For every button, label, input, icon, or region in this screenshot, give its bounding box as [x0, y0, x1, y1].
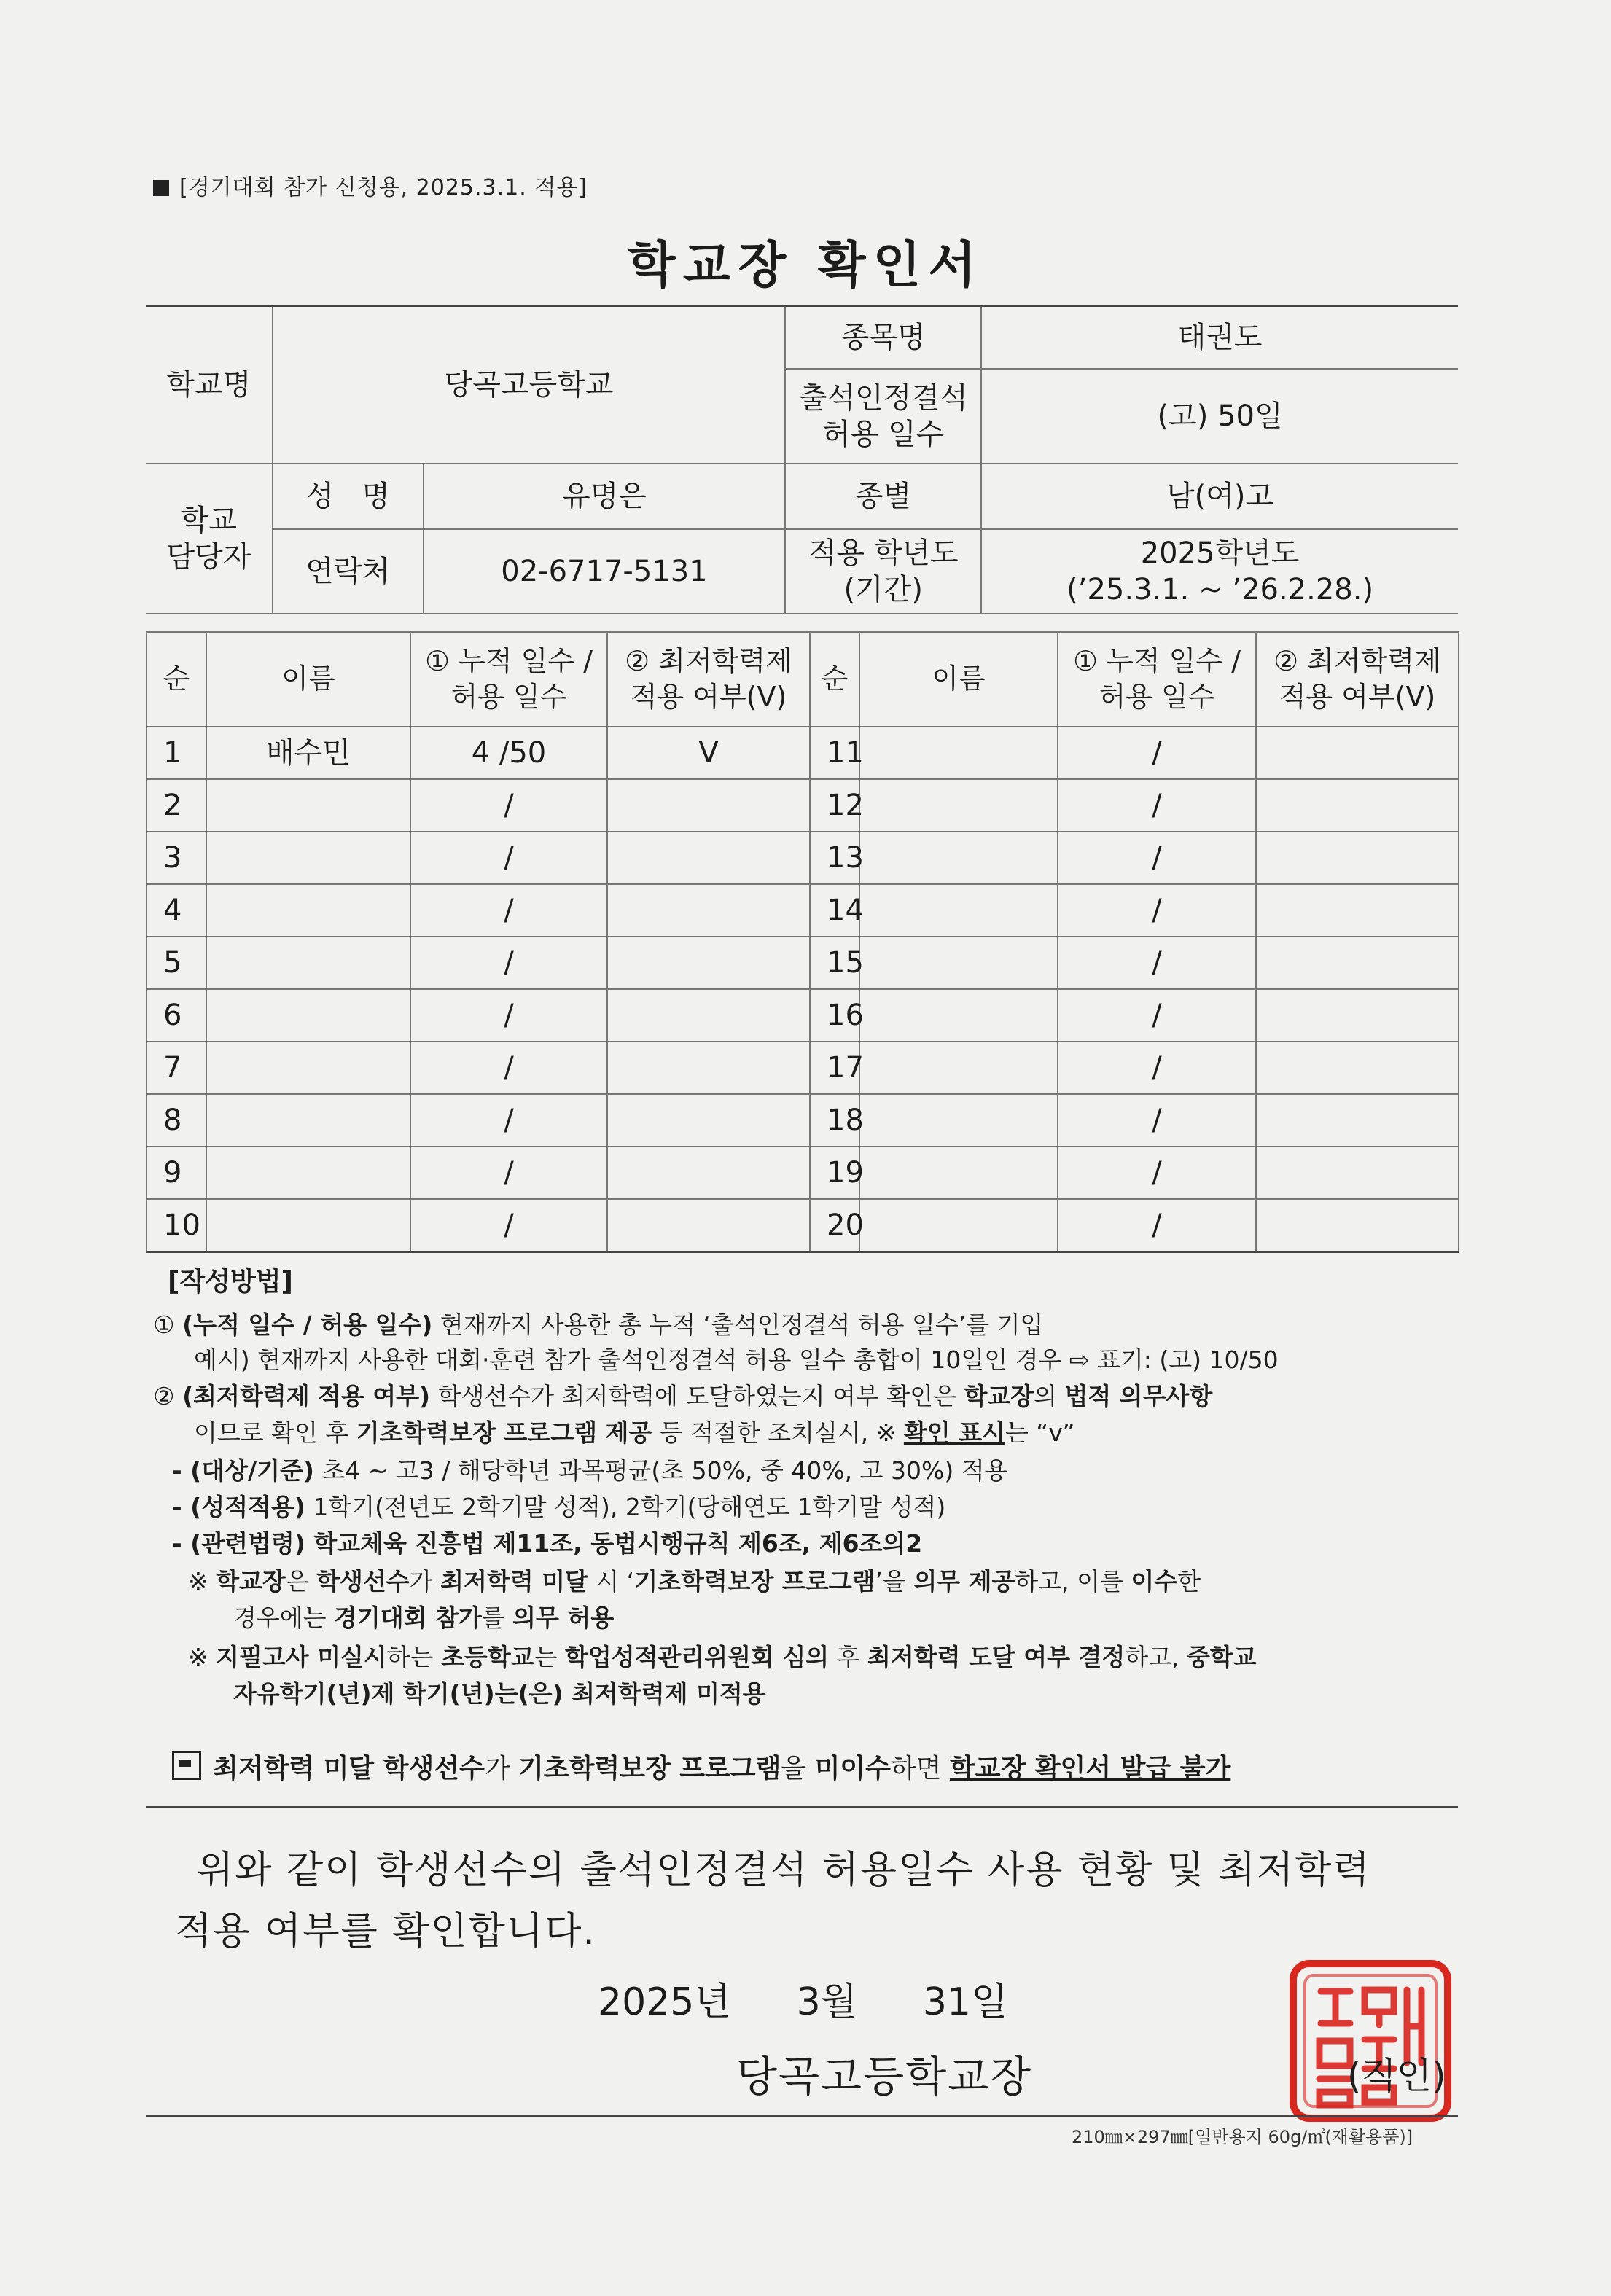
roster-days-cell: / [410, 1147, 607, 1199]
days-header: ① 누적 일수 / 허용 일수 [1058, 632, 1256, 727]
student-roster-table [146, 631, 1459, 1253]
roster-days-cell: / [1058, 779, 1256, 832]
roster-name-cell [859, 727, 1058, 779]
guide-line-2b: 이므로 확인 후 기초학력보장 프로그램 제공 등 적절한 조치실시, ※ 확인 표시는 “v” [194, 1418, 1075, 1447]
roster-name-cell: 배수민 [206, 727, 410, 779]
table-row [147, 1094, 1459, 1147]
roster-name-cell [206, 937, 410, 989]
seq-header: 순 [147, 632, 206, 727]
seq-header: 순 [810, 632, 859, 727]
name-header: 이름 [206, 632, 410, 727]
allowed-days-value: (고) 50일 [981, 369, 1458, 464]
divider [146, 2115, 1458, 2117]
roster-min-cell [1256, 989, 1459, 1042]
roster-seq-cell: 9 [147, 1147, 206, 1199]
roster-min-cell [607, 1199, 810, 1252]
table-row [147, 989, 1459, 1042]
seal-label: (직인) [1347, 2055, 1446, 2097]
roster-days-cell: / [410, 884, 607, 937]
roster-min-cell [1256, 1042, 1459, 1094]
roster-min-cell [607, 989, 810, 1042]
confirmation-statement: 위와 같이 학생선수의 출석인정결석 허용일수 사용 현황 및 최저학력 적용 여부를 확인합니다. [175, 1848, 1371, 1953]
roster-seq-cell: 14 [810, 884, 859, 937]
roster-seq-cell: 18 [810, 1094, 859, 1147]
allowed-days-label: 출석인정결석 허용 일수 [785, 369, 981, 464]
roster-seq-cell: 1 [147, 727, 206, 779]
school-year-value: 2025학년도 (’25.3.1. ~ ’26.2.28.) [981, 529, 1458, 614]
sport-value: 태권도 [981, 306, 1458, 369]
paper-spec-note: 210㎜×297㎜[일반용지 60g/㎡(재활용품)] [1072, 2127, 1413, 2147]
roster-days-cell: / [1058, 884, 1256, 937]
roster-days-cell: / [410, 779, 607, 832]
roster-seq-cell: 2 [147, 779, 206, 832]
roster-min-cell: V [607, 727, 810, 779]
roster-days-cell: / [1058, 727, 1256, 779]
roster-min-cell [607, 1094, 810, 1147]
guide-related-law: - (관련법령) 학교체육 진흥법 제11조, 동법시행규칙 제6조, 제6조의2 [172, 1529, 923, 1558]
roster-seq-cell: 19 [810, 1147, 859, 1199]
table-row [147, 1147, 1459, 1199]
roster-min-cell [1256, 1094, 1459, 1147]
principal-title: 당곡고등학교장 [736, 2052, 1033, 2101]
sport-label: 종목명 [785, 306, 981, 369]
roster-seq-cell: 4 [147, 884, 206, 937]
roster-name-cell [859, 989, 1058, 1042]
guide-note-2b: 자유학기(년)제 학기(년)는(은) 최저학력제 미적용 [233, 1679, 766, 1708]
roster-min-cell [607, 884, 810, 937]
table-row [147, 832, 1459, 884]
roster-days-cell: / [410, 937, 607, 989]
gender-label: 종별 [785, 464, 981, 529]
table-row [147, 937, 1459, 989]
roster-seq-cell: 6 [147, 989, 206, 1042]
roster-name-cell [859, 1042, 1058, 1094]
notice-mark-icon [172, 1751, 201, 1780]
roster-header-row [147, 632, 1459, 727]
school-year-label: 적용 학년도 (기간) [785, 529, 981, 614]
roster-min-cell [1256, 937, 1459, 989]
roster-min-cell [1256, 1147, 1459, 1199]
roster-name-cell [859, 884, 1058, 937]
roster-seq-cell: 16 [810, 989, 859, 1042]
roster-name-cell [206, 1199, 410, 1252]
roster-name-cell [206, 832, 410, 884]
square-bullet-icon [153, 180, 169, 196]
name-header: 이름 [859, 632, 1058, 727]
roster-min-cell [1256, 884, 1459, 937]
roster-min-cell [1256, 727, 1459, 779]
min-achievement-header: ② 최저학력제 적용 여부(V) [607, 632, 810, 727]
roster-name-cell [206, 1147, 410, 1199]
guide-title: [작성방법] [168, 1267, 294, 1297]
roster-days-cell: / [1058, 832, 1256, 884]
roster-days-cell: / [1058, 1199, 1256, 1252]
roster-days-cell: / [410, 1042, 607, 1094]
divider [146, 1806, 1458, 1808]
days-header: ① 누적 일수 / 허용 일수 [410, 632, 607, 727]
roster-days-cell: / [1058, 989, 1256, 1042]
official-seal-icon [1283, 1953, 1458, 2128]
contact-name-value: 유명은 [424, 464, 786, 529]
roster-name-cell [859, 1094, 1058, 1147]
roster-days-cell: / [1058, 937, 1256, 989]
contact-name-label: 성 명 [273, 464, 424, 529]
table-row [147, 1042, 1459, 1094]
phone-value: 02-6717-5131 [424, 529, 786, 614]
roster-seq-cell: 8 [147, 1094, 206, 1147]
roster-min-cell [607, 1042, 810, 1094]
roster-name-cell [206, 1042, 410, 1094]
guide-grade-application: - (성적적용) 1학기(전년도 2학기말 성적), 2학기(당해연도 1학기말 성적) [172, 1493, 946, 1521]
guide-note-1: ※ 학교장은 학생선수가 최저학력 미달 시 ‘기초학력보장 프로그램’을 의무 제공하고, 이를 이수한 [188, 1567, 1201, 1596]
roster-name-cell [859, 937, 1058, 989]
roster-seq-cell: 13 [810, 832, 859, 884]
roster-min-cell [1256, 779, 1459, 832]
roster-name-cell [859, 1147, 1058, 1199]
roster-days-cell: / [1058, 1147, 1256, 1199]
guide-line-2: ② (최저학력제 적용 여부) 학생선수가 최저학력에 도달하였는지 여부 확인은 학교장의 법적 의무사항 [153, 1382, 1213, 1410]
roster-seq-cell: 11 [810, 727, 859, 779]
roster-days-cell: / [410, 989, 607, 1042]
school-info-table [146, 305, 1458, 614]
min-achievement-header: ② 최저학력제 적용 여부(V) [1256, 632, 1459, 727]
roster-seq-cell: 12 [810, 779, 859, 832]
guide-note-1b: 경우에는 경기대회 참가를 의무 허용 [233, 1604, 615, 1632]
roster-seq-cell: 7 [147, 1042, 206, 1094]
document-title: 학교장 확인서 [628, 237, 983, 294]
roster-seq-cell: 15 [810, 937, 859, 989]
roster-days-cell: 4 /50 [410, 727, 607, 779]
phone-label: 연락처 [273, 529, 424, 614]
roster-days-cell: / [1058, 1094, 1256, 1147]
roster-name-cell [859, 779, 1058, 832]
roster-min-cell [1256, 1199, 1459, 1252]
roster-name-cell [206, 989, 410, 1042]
roster-min-cell [607, 832, 810, 884]
form-usage-note: [경기대회 참가 신청용, 2025.3.1. 적용] [153, 169, 588, 201]
roster-seq-cell: 5 [147, 937, 206, 989]
table-row [147, 779, 1459, 832]
roster-name-cell [206, 884, 410, 937]
roster-days-cell: / [410, 1199, 607, 1252]
roster-seq-cell: 10 [147, 1199, 206, 1252]
roster-min-cell [1256, 832, 1459, 884]
school-name-value: 당곡고등학교 [273, 306, 785, 464]
roster-name-cell [206, 1094, 410, 1147]
roster-min-cell [607, 779, 810, 832]
roster-min-cell [607, 937, 810, 989]
guide-line-1: ① (누적 일수 / 허용 일수) 현재까지 사용한 총 누적 ‘출석인정결석 허용 일수’를 기입 [153, 1311, 1044, 1339]
roster-days-cell: / [410, 832, 607, 884]
roster-days-cell: / [1058, 1042, 1256, 1094]
gender-value: 남(여)고 [981, 464, 1458, 529]
table-row [147, 884, 1459, 937]
roster-seq-cell: 3 [147, 832, 206, 884]
roster-name-cell [859, 1199, 1058, 1252]
school-name-label: 학교명 [146, 306, 273, 464]
guide-target-criteria: - (대상/기준) 초4 ~ 고3 / 해당학년 과목평균(초 50%, 중 40%, 고 30%) 적용 [172, 1456, 1008, 1485]
roster-seq-cell: 20 [810, 1199, 859, 1252]
roster-name-cell [859, 832, 1058, 884]
roster-seq-cell: 17 [810, 1042, 859, 1094]
table-row [147, 727, 1459, 779]
table-row [147, 1199, 1459, 1252]
roster-min-cell [607, 1147, 810, 1199]
issuance-notice: 최저학력 미달 학생선수가 기초학력보장 프로그램을 미이수하면 학교장 확인서 발급 불가 [172, 1748, 1230, 1785]
roster-name-cell [206, 779, 410, 832]
roster-days-cell: / [410, 1094, 607, 1147]
guide-note-2: ※ 지필고사 미실시하는 초등학교는 학업성적관리위원회 심의 후 최저학력 도달 여부 결정하고, 중학교 [188, 1643, 1257, 1671]
guide-line-example: 예시) 현재까지 사용한 대회·훈련 참가 출석인정결석 허용 일수 총합이 10일인 경우 ⇨ 표기: (고) 10/50 [194, 1346, 1279, 1374]
contact-person-label: 학교 담당자 [146, 464, 273, 614]
issue-date: 2025년 3월 31일 [598, 1980, 1008, 2024]
